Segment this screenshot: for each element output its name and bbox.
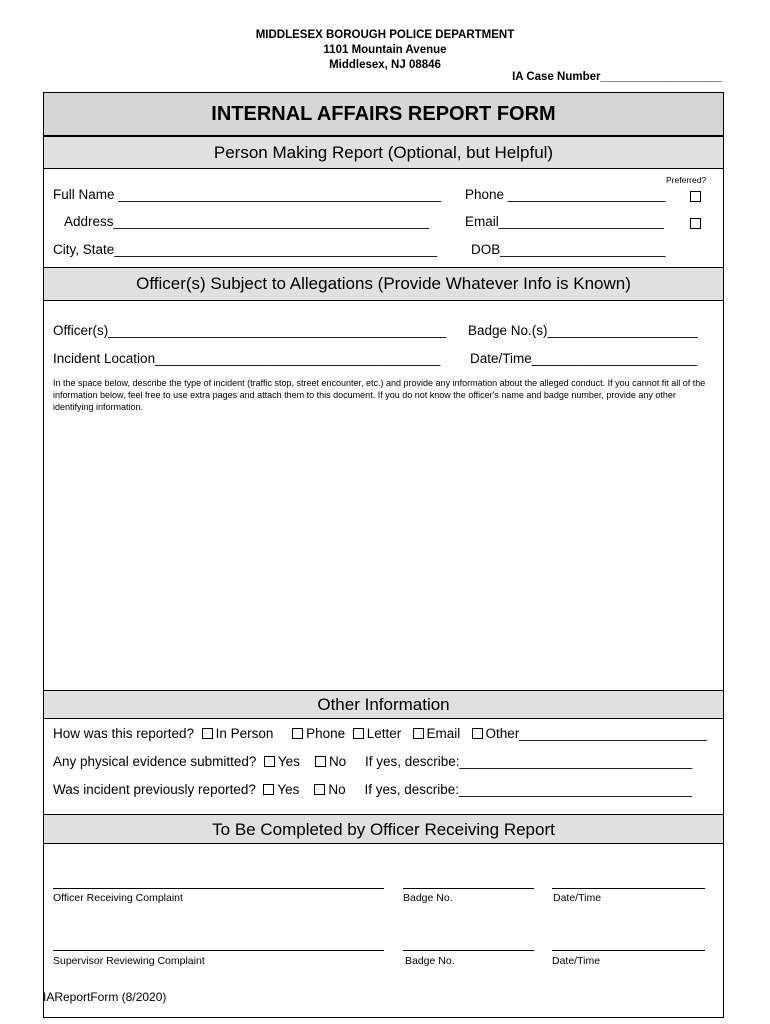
previous-yes-checkbox[interactable]: [263, 784, 274, 795]
email-field[interactable]: Email______________________: [465, 214, 664, 229]
report-form: [43, 92, 724, 1018]
department-street: 1101 Mountain Avenue: [323, 44, 447, 56]
ia-case-number-field[interactable]: IA Case Number___________________: [512, 71, 722, 83]
officer-datetime-line[interactable]: [552, 888, 705, 889]
in-person-label: In Person: [215, 726, 274, 741]
in-person-checkbox[interactable]: [202, 728, 213, 739]
officer-badge-label: Badge No.: [403, 892, 453, 904]
physical-evidence-row: [53, 754, 692, 769]
form-version-footer: IAReportForm (8/2020): [43, 990, 167, 1004]
evidence-yes-checkbox[interactable]: [264, 756, 275, 767]
phone-field[interactable]: Phone _____________________: [465, 187, 666, 202]
supervisor-badge-line[interactable]: [403, 950, 534, 951]
officer-badge-line[interactable]: [403, 888, 534, 889]
incident-datetime-field[interactable]: Date/Time______________________: [470, 351, 697, 366]
dob-field[interactable]: DOB______________________: [471, 242, 666, 257]
department-name: MIDDLESEX BOROUGH POLICE DEPARTMENT: [255, 29, 515, 41]
email-label: Email: [426, 726, 461, 741]
phone-label: Phone: [306, 726, 346, 741]
form-title: INTERNAL AFFAIRS REPORT FORM: [44, 92, 723, 136]
incident-location-field[interactable]: Incident Location______________________________________: [53, 351, 441, 366]
supervisor-reviewing-label: Supervisor Reviewing Complaint: [53, 955, 205, 967]
evidence-describe-field[interactable]: If yes, describe:_______________________________: [364, 754, 693, 769]
phone-checkbox[interactable]: [292, 728, 303, 739]
letter-label: Letter: [366, 726, 402, 741]
evidence-no-label: No: [328, 754, 347, 769]
section-officer-receiving: To Be Completed by Officer Receiving Report: [44, 814, 723, 844]
previous-describe-field[interactable]: If yes, describe:_______________________________: [364, 782, 692, 797]
incident-instructions: In the space below, describe the type of incident (traffic stop, street encounter, etc.) and provide any information about the alleged conduct. If you cannot fit all of the information below, feel free to use extra pages and attach them to this document. If you do not know the officer's name and badge number, provide any other identifying information.: [53, 378, 706, 412]
other-field[interactable]: Other_________________________: [485, 726, 708, 741]
city-state-field[interactable]: City, State___________________________________________: [53, 242, 438, 257]
officers-field[interactable]: Officer(s)_____________________________________________: [53, 323, 447, 338]
section-other-information: Other Information: [44, 690, 723, 719]
letter-checkbox[interactable]: [353, 728, 364, 739]
preferred-label: Preferred?: [666, 175, 707, 185]
supervisor-signature-line[interactable]: [53, 950, 384, 951]
phone-preferred-checkbox[interactable]: [690, 191, 701, 202]
supervisor-badge-label: Badge No.: [405, 955, 455, 967]
incident-description-area[interactable]: [53, 419, 713, 687]
previous-no-checkbox[interactable]: [314, 784, 325, 795]
how-reported-question: How was this reported?: [53, 726, 195, 741]
previously-reported-question: Was incident previously reported?: [53, 782, 256, 797]
section-person-making-report: Person Making Report (Optional, but Helpful): [44, 136, 723, 169]
previously-reported-row: [53, 782, 692, 797]
physical-evidence-question: Any physical evidence submitted?: [53, 754, 257, 769]
email-checkbox[interactable]: [413, 728, 424, 739]
how-reported-row: [53, 726, 707, 741]
other-checkbox[interactable]: [472, 728, 483, 739]
supervisor-datetime-line[interactable]: [552, 950, 705, 951]
evidence-yes-label: Yes: [277, 754, 300, 769]
officer-datetime-label: Date/Time: [553, 892, 602, 904]
previous-yes-label: Yes: [277, 782, 300, 797]
section-officers-subject: Officer(s) Subject to Allegations (Provide Whatever Info is Known): [44, 267, 723, 301]
officer-receiving-signature-line[interactable]: [53, 888, 384, 889]
address-field[interactable]: Address__________________________________________: [64, 214, 429, 229]
previous-no-label: No: [328, 782, 346, 797]
officer-receiving-label: Officer Receiving Complaint: [53, 892, 183, 904]
badge-numbers-field[interactable]: Badge No.(s)____________________: [468, 323, 698, 338]
full-name-field[interactable]: Full Name ___________________________________________: [53, 187, 442, 202]
supervisor-datetime-label: Date/Time: [552, 955, 601, 967]
email-preferred-checkbox[interactable]: [690, 218, 701, 229]
department-city: Middlesex, NJ 08846: [329, 59, 441, 71]
evidence-no-checkbox[interactable]: [315, 756, 326, 767]
